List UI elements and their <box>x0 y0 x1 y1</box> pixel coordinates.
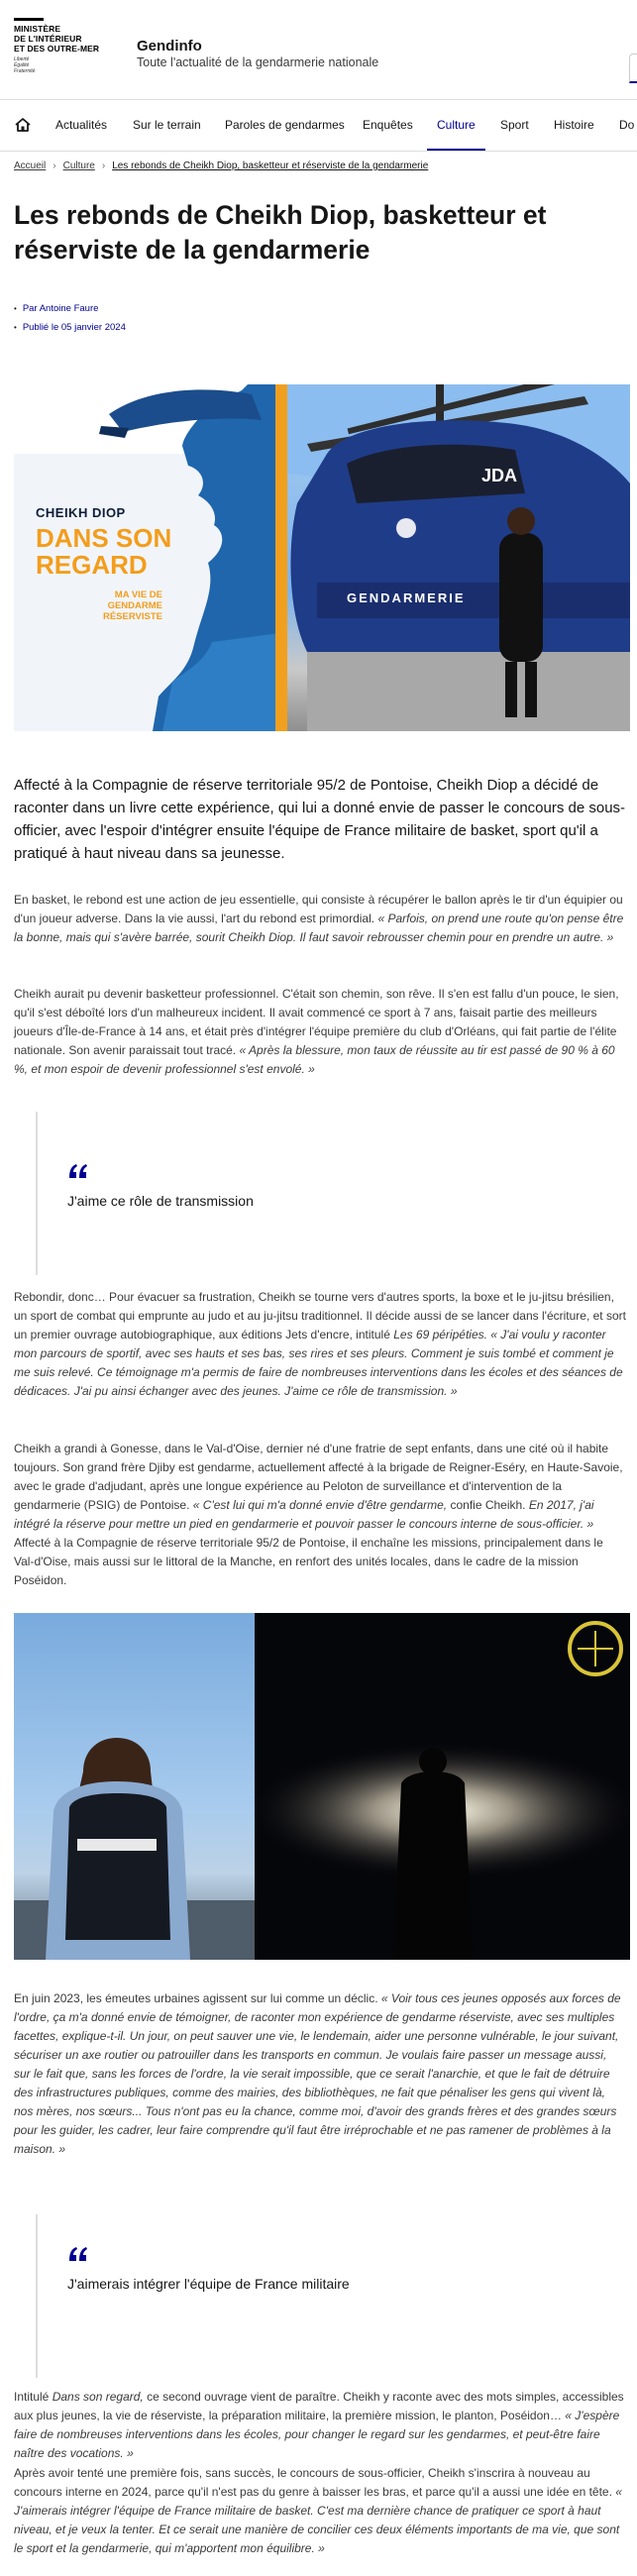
breadcrumb-home[interactable]: Accueil <box>14 161 47 171</box>
search-input[interactable] <box>629 54 637 83</box>
breadcrumb <box>14 161 428 171</box>
paragraph-text: confie Cheikh. <box>450 1498 526 1512</box>
nav-item-paroles-de-gendarmes[interactable]: Paroles de gendarmes <box>225 118 345 132</box>
logo-line: MINISTÈRE <box>14 24 61 34</box>
article-lead: Affecté à la Compagnie de réserve territoriale 95/2 de Pontoise, Cheikh Diop a décidé de raconter dans un livre cette expérience, qui lui a donné envie de passer le concours de sous-officier, avec l'espoir d'intégrer ensuite l'équipe de France militaire de basket, sport qu'il a pratiqué à haut niveau dans sa jeunesse. <box>14 777 626 862</box>
paragraph-quote: « J'ai voulu y raconter mon parcours de sportif, avec ses hauts et ses bas, ses rires et ses pleurs. Comment je suis tombé et comment je me suis relevé. Ce témoignage m'a permis de faire de nombreuses interventions dans les écoles et des séances de dédicaces. J'ai pu ainsi échanger avec des jeunes. J'aime ce rôle de transmission. » <box>14 1328 623 1398</box>
pull-quote <box>36 1112 626 1275</box>
article-paragraph <box>14 1288 626 1401</box>
paragraph-text: Affecté à la Compagnie de réserve territoriale 95/2 de Pontoise, il enchaîne les missions, principalement dans le Val-d'Oise, mais aussi sur le littoral de la Manche, en renfort des unités locales, dans le cadre de la mission Poséidon. <box>14 1536 603 1587</box>
site-name[interactable]: Gendinfo <box>137 38 202 54</box>
pull-quote <box>36 2214 626 2378</box>
pull-quote-text: J'aime ce rôle de transmission <box>67 1193 254 1209</box>
gendarme-back-illustration <box>14 1613 255 1960</box>
logo-motto <box>14 56 113 74</box>
paragraph-quote: « C'est lui qui m'a donné envie d'être gendarme, <box>192 1498 448 1512</box>
book-title-ref: Les 69 péripéties. <box>393 1328 487 1342</box>
article-paragraph <box>14 1989 626 2159</box>
article-paragraph <box>14 2388 626 2463</box>
article-paragraph <box>14 985 626 1079</box>
nav-item-sur-le-terrain[interactable]: Sur le terrain <box>133 118 201 132</box>
paragraph-quote: « Voir tous ces jeunes opposés aux forces de l'ordre, ça m'a donné envie de témoigner, de raconter mon expérience de gendarme réserviste, avec ses multiples facettes, explique-t-il. Un jour, on peut sauver une vie, le lendemain, aider une personne vulnérable, le jour suivant, sécuriser un axe routier ou patrouiller dans les transports en commun. Je voulais faire passer un message aussi, sur le fait que, sans les forces de l'ordre, la vie serait impossible, que ce serait l'anarchie, et que le fait de détruire des infrastructures publiques, comme des mairies, des bibliothèques, ne fait que pénaliser les gens qui vivent là, nos mères, nos sœurs... Tous n'ont pas eu la chance, comme moi, d'avoir des grands frères et des grandes sœurs pour les guider, les cadrer, leur faire comprendre qu'il faut être irréprochable et ne pas ramener de problèmes à la maison. » <box>14 1991 621 2156</box>
nav-item-more[interactable]: Do <box>619 118 635 132</box>
logo-bar <box>14 18 44 21</box>
article-paragraph <box>14 1440 626 1590</box>
nav-item-actualites[interactable]: Actualités <box>55 118 108 132</box>
logo-line: DE L'INTÉRIEUR <box>14 34 82 44</box>
chevron-right-icon: › <box>53 161 56 171</box>
article-paragraph <box>14 891 626 947</box>
paragraph-quote: « Parfois, on prend une route qu'on pense être la bonne, mais qui s'avère barrée, sourit Cheikh Diop. Il faut savoir rebrousser chemin pour en prendre un autre. » <box>14 912 624 944</box>
paragraph-text: Cheikh aurait pu devenir basketteur professionnel. C'était son chemin, son rêve. Il s'en est fallu d'un pouce, le sien, qu'il s'est déboîté lors d'un malheureux incident. Il avait commencé ce sport à 7 ans, faisait partie des meilleurs joueurs d'Île-de-France à 14 ans, et était près d'intégrer l'équipe première du club d'Orléans, qui fait partie de l'élite nationale. Son avenir paraissait tout tracé. <box>14 987 619 1057</box>
article-paragraph <box>14 2464 626 2558</box>
helicopter-marking: GENDARMERIE <box>347 590 466 605</box>
paragraph-quote: « J'aimerais intégrer l'équipe de France militaire de basket. C'est ma dernière chance de pratiquer ce sport à haut niveau, et je veux la tenter. Et ce serait une manière de concilier ces deux éléments importants de ma vie, que sont le sport et la gendarmerie, qui m'apportent mon équilibre. » <box>14 2485 622 2555</box>
logo-line: ET DES OUTRE-MER <box>14 44 100 54</box>
book-cover-image <box>14 384 287 731</box>
quote-icon <box>67 2244 89 2264</box>
paragraph-text: Intitulé <box>14 2390 50 2404</box>
page-title: Les rebonds de Cheikh Diop, basketteur et réserviste de la gendarmerie <box>14 200 547 265</box>
motto-line: Égalité <box>14 62 30 68</box>
article-meta <box>14 299 126 337</box>
pull-quote-text: J'aimerais intégrer l'équipe de France militaire <box>67 2276 350 2292</box>
helicopter-code: JDA <box>481 466 518 485</box>
chevron-right-icon: › <box>101 161 106 171</box>
nav-item-histoire[interactable]: Histoire <box>554 118 594 132</box>
nav-item-culture[interactable]: Culture <box>437 100 476 151</box>
main-nav <box>0 99 637 152</box>
site-header <box>0 0 637 99</box>
book-title-ref: Dans son regard, <box>52 2390 144 2404</box>
article-date: • Publié le 05 janvier 2024 <box>14 318 126 337</box>
hero-image <box>14 384 630 731</box>
book-subtitle: MA VIE DE GENDARME RÉSERVISTE <box>102 590 162 622</box>
paragraph-text: En basket, le rebond est une action de jeu essentielle, qui consiste à récupérer le ballon après le tir d'un équipier ou d'un joueur adverse. Dans la vie aussi, l'art du rebond est primordial. <box>14 893 623 925</box>
book-spine <box>275 384 287 731</box>
breadcrumb-culture[interactable]: Culture <box>62 161 95 171</box>
motto-line: Liberté <box>14 56 30 62</box>
helicopter-photo <box>287 384 630 731</box>
paragraph-text: Cheikh a grandi à Gonesse, dans le Val-d'Oise, dernier né d'une fratrie de sept enfants, dans une cité où il habite toujours. Son grand frère Djiby est gendarme, actuellement affecté à la brigade de Reigner-Eséry, en Haute-Savoie, avec le grade d'adjudant, après une longue expérience au Peloton de surveillance et d'intervention de la gendarmerie (PSIG) de Pontoise. <box>14 1442 623 1512</box>
nav-item-sport[interactable]: Sport <box>500 118 529 132</box>
book-title <box>36 525 171 579</box>
gendarme-back-photo <box>14 1613 255 1960</box>
night-silhouette-illustration <box>255 1613 630 1960</box>
paragraph-quote: « J'espère faire de nombreuses interventions dans les écoles, pour changer le regard sur les gendarmes, et peut-être faire naître des vocations. » <box>14 2409 620 2460</box>
book-author: CHEIKH DIOP <box>36 505 126 520</box>
breadcrumb-current: Les rebonds de Cheikh Diop, basketteur et réserviste de la gendarmerie <box>112 161 429 171</box>
nav-item-enquetes[interactable]: Enquêtes <box>363 118 413 132</box>
paragraph-text: Rebondir, donc… Pour évacuer sa frustration, Cheikh se tourne vers d'autres sports, la boxe et le ju-jitsu brésilien, un sport de combat qui emprunte au judo et au ju-jitsu traditionnel. Il décide aussi de se lancer dans l'écriture, et sort un premier ouvrage autobiographique, aux éditions Jets d'encre, intitulé <box>14 1290 626 1342</box>
helicopter-illustration <box>287 384 630 731</box>
paragraph-text: ce second ouvrage vient de paraître. Cheikh y raconte avec des mots simples, accessibles aux plus jeunes, la vie de réserviste, la préparation militaire, la première mission, le planton, Poséidon… <box>14 2390 624 2422</box>
book-title-line: REGARD <box>36 550 148 580</box>
paragraph-quote: « Après la blessure, mon taux de réussite au tir est passé de 90 % à 60 %, et mon espoir de devenir professionnel s'est envolé. » <box>14 1043 615 1076</box>
article-author: • Par Antoine Faure <box>14 299 126 318</box>
site-tagline: Toute l'actualité de la gendarmerie nationale <box>137 55 379 69</box>
paragraph-quote: En 2017, j'ai intégré la réserve pour mettre un pied en gendarmerie et pouvoir passer le concours interne de sous-officier. » <box>14 1498 594 1531</box>
ministry-logo[interactable] <box>14 18 113 74</box>
book-title-line: DANS SON <box>36 523 172 553</box>
paragraph-text: Après avoir tenté une première fois, sans succès, le concours de sous-officier, Cheikh s'inscrira à nouveau au concours interne en 2024, parce qu'il n'est pas du genre à baisser les bras, et parce qu'il a aussi une idée en tête. <box>14 2466 612 2499</box>
motto-line: Fraternité <box>14 68 36 74</box>
home-icon[interactable] <box>14 117 32 133</box>
paragraph-text: En juin 2023, les émeutes urbaines agissent sur lui comme un déclic. <box>14 1991 378 2005</box>
quote-icon <box>67 1161 89 1181</box>
night-photo <box>255 1613 630 1960</box>
article-photo <box>14 1613 630 1960</box>
